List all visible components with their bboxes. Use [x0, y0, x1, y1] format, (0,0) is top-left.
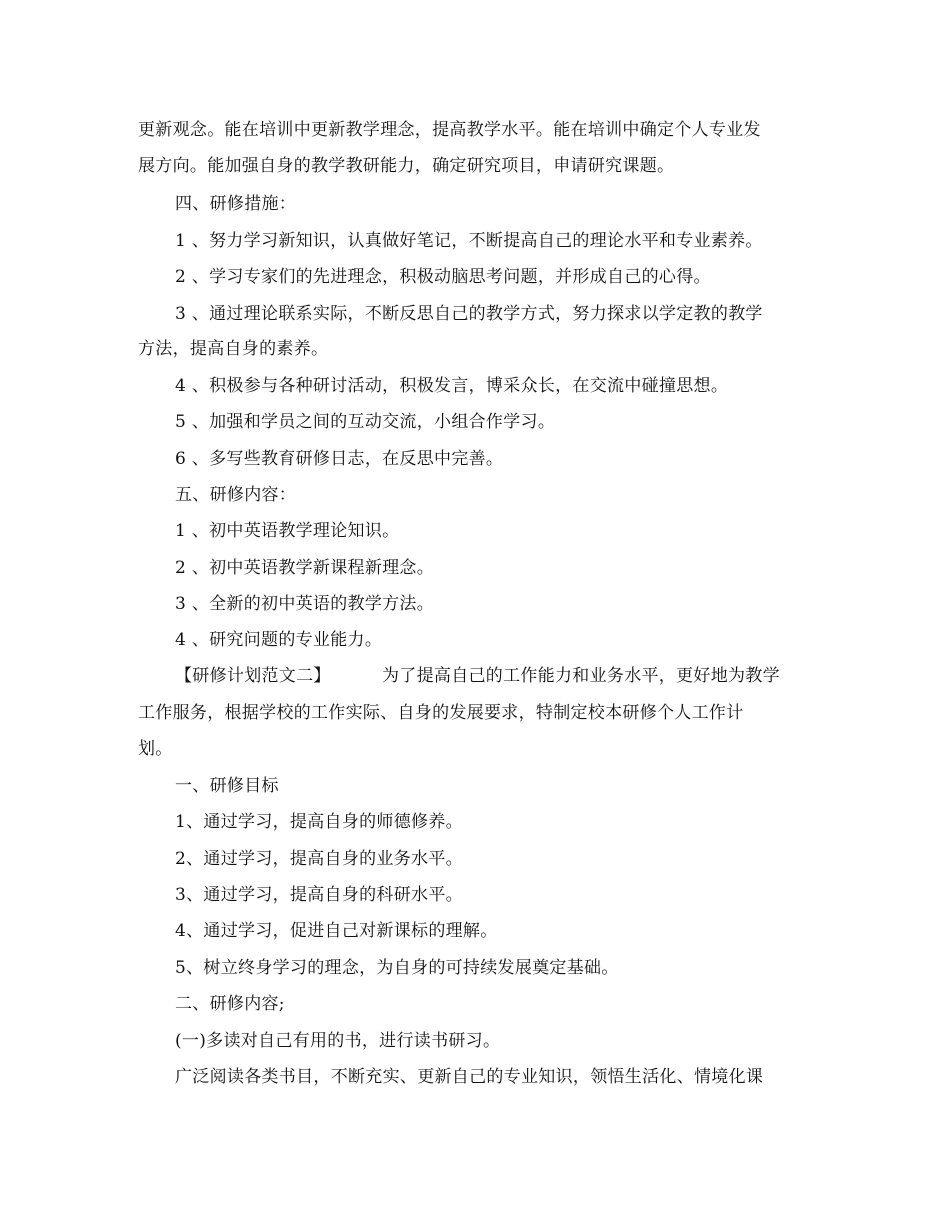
subsection-heading: (一)多读对自己有用的书，进行读书研习。	[175, 1031, 501, 1051]
list-item: 3、通过学习，提高自身的科研水平。	[175, 885, 463, 905]
section-heading: 五、研修内容：	[175, 485, 297, 505]
section-heading: 二、研修内容;	[175, 994, 285, 1014]
list-item: 3 、通过理论联系实际，不断反思自己的教学方式，努力探求以学定教的教学	[175, 304, 763, 324]
list-item: 1 、初中英语教学理论知识。	[175, 521, 400, 541]
body-text-line: 展方向。能加强自身的教学教研能力，确定研究项目，申请研究课题。	[138, 156, 675, 176]
list-item: 4 、积极参与各种研讨活动，积极发言，博采众长，在交流中碰撞思想。	[175, 376, 729, 396]
body-text-line: 更新观念。能在培训中更新教学理念，提高教学水平。能在培训中确定个人专业发	[138, 120, 761, 140]
list-item: 3 、全新的初中英语的教学方法。	[175, 594, 435, 614]
section-heading: 一、研修目标	[175, 776, 279, 796]
section-heading: 四、研修措施：	[175, 194, 297, 214]
list-item: 5、树立终身学习的理念，为自身的可持续发展奠定基础。	[175, 958, 619, 978]
list-item: 6 、多写些教育研修日志，在反思中完善。	[175, 449, 504, 469]
list-item: 1、通过学习，提高自身的师德修养。	[175, 812, 463, 832]
body-text-line: 广泛阅读各类书目，不断充实、更新自己的专业知识，领悟生活化、情境化课	[175, 1067, 764, 1087]
body-text-line: 为了提高自己的工作能力和业务水平，更好地为教学	[382, 666, 780, 686]
body-text-line: 划。	[138, 739, 173, 759]
list-item: 1 、努力学习新知识，认真做好笔记，不断提高自己的理论水平和专业素养。	[175, 231, 763, 251]
list-item: 2 、学习专家们的先进理念，积极动脑思考问题，并形成自己的心得。	[175, 267, 711, 287]
list-item: 4 、研究问题的专业能力。	[175, 630, 383, 650]
body-text-line: 工作服务，根据学校的工作实际、自身的发展要求，特制定校本研修个人工作计	[138, 703, 744, 723]
list-item: 2 、初中英语教学新课程新理念。	[175, 558, 435, 578]
list-item: 5 、加强和学员之间的互动交流，小组合作学习。	[175, 412, 556, 432]
sample-heading: 【研修计划范文二】	[175, 666, 331, 686]
list-item: 2、通过学习，提高自身的业务水平。	[175, 849, 463, 869]
list-item: 4、通过学习，促进自己对新课标的理解。	[175, 921, 498, 941]
body-text-line: 方法，提高自身的素养。	[138, 339, 329, 359]
